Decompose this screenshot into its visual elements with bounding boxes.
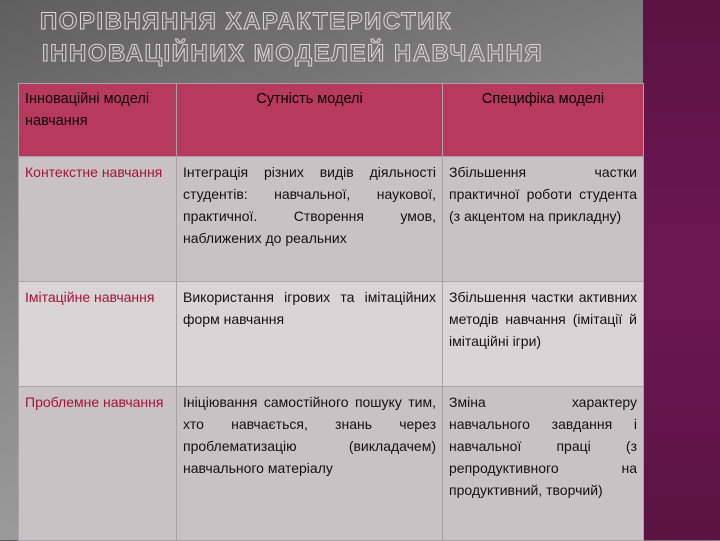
specifics-cell: Зміна характеру навчального завдання і навчальної праці (з репродуктивного на продуктивний, творчий): [443, 387, 644, 541]
header-essence: Сутність моделі: [177, 84, 443, 157]
header-models: Інноваційні моделі навчання: [19, 84, 177, 157]
model-name-cell: Імітаційне навчання: [19, 282, 177, 387]
comparison-table: [18, 83, 644, 541]
model-name-cell: Контекстне навчання: [19, 157, 177, 282]
model-name-cell: Проблемне навчання: [19, 387, 177, 541]
slide-title-line-1: ПОРІВНЯННЯ ХАРАКТЕРИСТИК: [40, 8, 453, 35]
decorative-side-strip: [643, 0, 720, 540]
header-specifics: Специфіка моделі: [443, 84, 644, 157]
specifics-cell: Збільшення частки практичної роботи студента (з акцентом на прикладну): [443, 157, 644, 282]
table-row: [19, 387, 644, 541]
slide-title: [40, 6, 640, 70]
essence-cell: Використання ігрових та імітаційних форм навчання: [177, 282, 443, 387]
table-header-row: [19, 84, 644, 157]
essence-cell: Інтеграція різних видів діяльності студентів: навчальної, наукової, практичної. Створення умов, наближених до реальних: [177, 157, 443, 282]
table-row: [19, 282, 644, 387]
table-row: [19, 157, 644, 282]
specifics-cell: Збільшення частки активних методів навчання (імітації й імітаційні ігри): [443, 282, 644, 387]
slide-title-line-2: ІННОВАЦІЙНИХ МОДЕЛЕЙ НАВЧАННЯ: [42, 40, 544, 67]
essence-cell: Ініціювання самостійного пошуку тим, хто навчається, знань через проблематизацію (викладачем) навчального матеріалу: [177, 387, 443, 541]
